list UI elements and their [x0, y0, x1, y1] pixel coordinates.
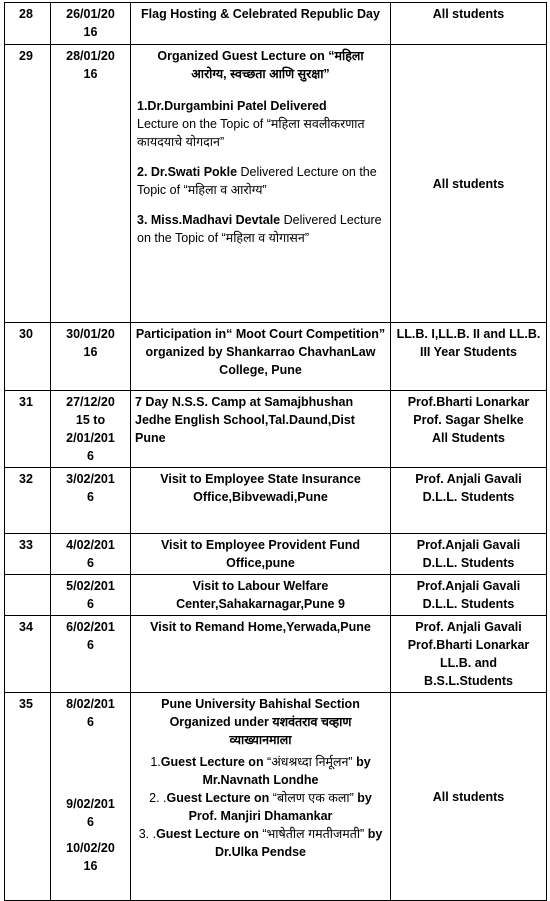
lecture-item [135, 825, 386, 861]
lecture-series-title: Organized Guest Lecture on “महिला आरोग्य, स्वच्छता आणि सुरक्षा” [157, 49, 364, 81]
lecture-speaker: by Prof. Manjiri Dhamankar [188, 791, 372, 823]
lecture-speaker: by Mr.Navnath Londhe [202, 755, 371, 787]
row-number: 34 [5, 616, 51, 693]
lecture-label: Guest Lecture on [156, 827, 259, 841]
lecture-index: 3. . [138, 827, 157, 841]
row-number: 29 [5, 45, 51, 323]
lecture-item [135, 789, 386, 825]
row-activity [131, 693, 391, 901]
table-row [5, 3, 547, 45]
row-participants: All students [391, 693, 547, 901]
row-date: 28/01/20 16 [51, 45, 131, 323]
row-participants: Prof.Anjali Gavali D.L.L. Students [391, 534, 547, 575]
lecture-item [135, 753, 386, 789]
row-participants: Prof. Anjali Gavali Prof.Bharti Lonarkar LL.B. and B.S.L.Students [391, 616, 547, 693]
row-date: 30/01/20 16 [51, 323, 131, 391]
lecture-speaker: by Dr.Ulka Pendse [214, 827, 383, 859]
lecture-item [135, 163, 386, 199]
row-activity: Visit to Labour Welfare Center,Sahakarnagar,Pune 9 [131, 575, 391, 616]
date-entry: 8/02/201 6 [66, 697, 115, 729]
row-number: 28 [5, 3, 51, 45]
row-participants: All students [391, 3, 547, 45]
table-row [5, 323, 547, 391]
row-activity: Participation in“ Moot Court Competition” organized by Shankarrao ChavhanLaw College, Pune [131, 323, 391, 391]
lecture-topic: “भाषेतील गमतीजमती” [258, 827, 368, 841]
row-date: 4/02/201 6 [51, 534, 131, 575]
row-activity: Visit to Remand Home,Yerwada,Pune [131, 616, 391, 693]
row-activity [131, 45, 391, 323]
row-participants: Prof.Bharti Lonarkar Prof. Sagar Shelke All Students [391, 391, 547, 468]
table-row [5, 45, 547, 323]
row-date: 3/02/201 6 [51, 468, 131, 534]
row-date: 27/12/20 15 to 2/01/201 6 [51, 391, 131, 468]
lecture-topic: Delivered Lecture on the Topic of “महिला व योगासन” [137, 213, 382, 245]
row-number: 31 [5, 391, 51, 468]
row-participants: Prof. Anjali Gavali D.L.L. Students [391, 468, 547, 534]
row-activity: 7 Day N.S.S. Camp at Samajbhushan Jedhe English School,Tal.Daund,Dist Pune [131, 391, 391, 468]
table-row [5, 575, 547, 616]
row-date: 26/01/20 16 [51, 3, 131, 45]
lecture-topic: Delivered Lecture on the Topic of “महिला व आरोग्य” [137, 165, 377, 197]
row-date [51, 693, 131, 901]
table-row [5, 468, 547, 534]
row-number: 30 [5, 323, 51, 391]
lecture-speaker: 1.Dr.Durgambini Patel Delivered [137, 99, 327, 113]
row-participants: LL.B. I,LL.B. II and LL.B. III Year Students [391, 323, 547, 391]
lecture-speaker: 3. Miss.Madhavi Devtale [137, 213, 281, 227]
lecture-topic: “बोलण एक कला” [269, 791, 358, 805]
date-entry: 9/02/201 6 [66, 797, 115, 829]
table-row [5, 693, 547, 901]
lecture-index: 2. . [149, 791, 167, 805]
lecture-item [135, 211, 386, 247]
lecture-topic: “अंधश्रध्दा निर्मूलन” [263, 755, 357, 769]
table-row [5, 616, 547, 693]
activities-table [4, 2, 547, 901]
row-date: 6/02/201 6 [51, 616, 131, 693]
row-activity: Visit to Employee Provident Fund Office,pune [131, 534, 391, 575]
row-number: 35 [5, 693, 51, 901]
row-activity: Visit to Employee State Insurance Office,Bibvewadi,Pune [131, 468, 391, 534]
table-row [5, 391, 547, 468]
lecture-item [135, 97, 386, 151]
row-number: 33 [5, 534, 51, 575]
table-row [5, 534, 547, 575]
row-number: 32 [5, 468, 51, 534]
lecture-index: 1. [150, 755, 161, 769]
date-entry: 10/02/20 16 [66, 841, 115, 873]
lecture-speaker: 2. Dr.Swati Pokle [137, 165, 238, 179]
row-number [5, 575, 51, 616]
row-date: 5/02/201 6 [51, 575, 131, 616]
lecture-label: Guest Lecture on [160, 755, 264, 769]
lecture-topic: Lecture on the Topic of “महिला सवलीकरणात कायदयाचे योगदान” [137, 117, 365, 149]
row-participants: Prof.Anjali Gavali D.L.L. Students [391, 575, 547, 616]
row-activity: Flag Hosting & Celebrated Republic Day [131, 3, 391, 45]
lecture-series-title: Pune University Bahishal Section Organized under यशवंतराव चव्हाण व्याख्यानमाला [161, 697, 360, 747]
lecture-label: Guest Lecture on [166, 791, 270, 805]
row-participants: All students [391, 45, 547, 323]
